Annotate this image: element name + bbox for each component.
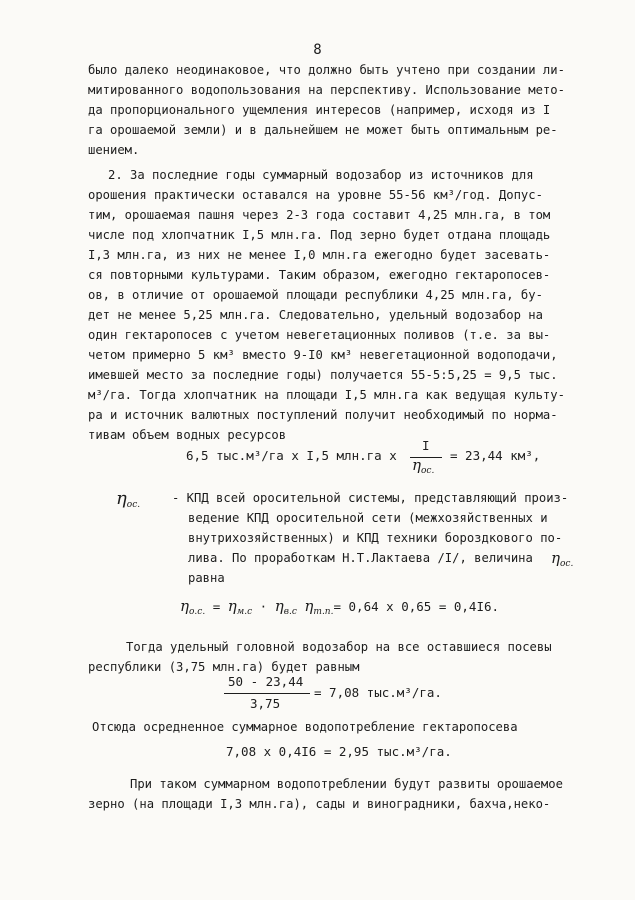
- eq2-equals: =: [212, 599, 221, 614]
- para2-line-10: четом примерно 5 км³ вместо 9-I0 км³ невегетационной водоподачи,: [88, 348, 558, 362]
- para1-line-2: митированного водопользования на перспективу. Использование мето-: [88, 83, 565, 97]
- eq4-formula: 7,08 x 0,4I6 = 2,95 тыс.м³/га.: [226, 744, 452, 759]
- eq3-numerator: 50 - 23,44: [228, 674, 304, 689]
- def-tail-eta-symbol: η: [551, 549, 560, 567]
- para2-line-12: м³/га. Тогда хлопчатник на площади I,5 млн.га как ведущая культу-: [88, 388, 565, 402]
- def-symbol: [116, 489, 140, 515]
- eq2-eta-vs: η: [274, 597, 284, 615]
- para4-line: Отсюда осредненное суммарное водопотребление гектаропосева: [92, 720, 518, 734]
- eq2-result: = 0,64 x 0,65 = 0,4I6.: [333, 599, 500, 614]
- para2-line-9: один гектаропосев с учетом невегетационных поливов (т.е. за вы-: [88, 328, 551, 342]
- eq1-eta-subscript: ос.: [421, 466, 435, 476]
- eq1-result: = 23,44 км³,: [450, 448, 541, 463]
- para2-line-7: ов, в отличие от орошаемой площади республики 4,25 млн.га, бу-: [88, 288, 543, 302]
- def-eta-subscript: ос.: [126, 500, 141, 510]
- def-tail-eta-subscript: ос.: [560, 559, 574, 569]
- para2-line-4: числе под хлопчатник I,5 млн.га. Под зерно будет отдана площадь: [88, 228, 551, 242]
- para1-line-1: было далеко неодинаковое, что должно быть учтено при создании ли-: [88, 63, 565, 77]
- para2-line-3: тим, орошаемая пашня через 2-3 года составит 4,25 млн.га, в том: [88, 208, 551, 222]
- para3-line-1: Тогда удельный головной водозабор на все оставшиеся посевы: [126, 640, 552, 654]
- para1-line-4: га орошаемой земли) и в дальнейшем не может быть оптимальным ре-: [88, 123, 558, 137]
- def-line-1: - КПД всей оросительной системы, представляющий произ-: [172, 491, 569, 505]
- eq2-eta-tp: η: [304, 597, 314, 615]
- para3-line-2: республики (3,75 млн.га) будет равным: [88, 660, 360, 674]
- eq2-formula: $\eta_{о.с.} = \eta_{м.с} \cdot \eta_{в.с}$ $\eta_{т.п.}= 0,64$ x 0,65 = 0,4I6.: [180, 597, 500, 617]
- eq1-left: 6,5 тыс.м³/га x I,5 млн.га x: [186, 448, 397, 463]
- para1-line-3: да пропорционального ущемления интересов (например, исходя из I: [88, 103, 551, 117]
- eq2-eta-os: η: [180, 597, 189, 615]
- para2-line-14: тивам объем водных ресурсов: [88, 428, 287, 442]
- page-number: 8: [313, 42, 322, 58]
- eq1-numerator: I: [422, 438, 430, 453]
- para5-line-2: зерно (на площади I,3 млн.га), сады и виноградники, бахча,неко-: [88, 797, 551, 811]
- para1-line-5: шением.: [88, 143, 140, 157]
- eq2-sub-ms: м.с: [236, 607, 253, 617]
- def-line-4: лива. По проработкам Н.Т.Лактаева /I/, величина: [188, 551, 533, 565]
- eq3-denominator: 3,75: [250, 696, 281, 711]
- para2-line-6: ся повторными культурами. Таким образом, ежегодно гектаропосев-: [88, 268, 551, 282]
- eq1-eta-symbol: η: [412, 456, 421, 474]
- eq3-result: = 7,08 тыс.м³/га.: [314, 685, 442, 700]
- para2-line-2: орошения практически оставался на уровне 55-56 км³/год. Допус-: [88, 188, 543, 202]
- def-eta-symbol: η: [116, 488, 127, 509]
- eq1-denominator: [412, 455, 434, 481]
- eq2-sub-vs: в.с: [283, 607, 297, 617]
- para2-line-13: ра и источник валютных поступлений получит необходимый по норма-: [88, 408, 558, 422]
- para2-line-8: дет не менее 5,25 млн.га. Следовательно, удельный водозабор на: [88, 308, 543, 322]
- def-line-3: внутрихозяйственных) и КПД техники бороздкового по-: [188, 531, 563, 545]
- para2-line-1: 2. За последние годы суммарный водозабор из источников для: [108, 168, 534, 182]
- para5-line-1: При таком суммарном водопотреблении будут развиты орошаемое: [130, 777, 563, 791]
- eq2-eta-ms: η: [227, 597, 237, 615]
- para2-line-11: имевшей место за последние годы) получается 55-5:5,25 = 9,5 тыс.: [88, 368, 558, 382]
- para2-line-5: I,3 млн.га, из них не менее I,0 млн.га ежегодно будет засевать-: [88, 248, 551, 262]
- def-line-5: равна: [188, 571, 225, 585]
- eq2-sub-tp: т.п.: [313, 607, 334, 617]
- def-line-2: ведение КПД оросительной сети (межхозяйственных и: [188, 511, 548, 525]
- eq2-sub-os: о.с.: [189, 607, 206, 617]
